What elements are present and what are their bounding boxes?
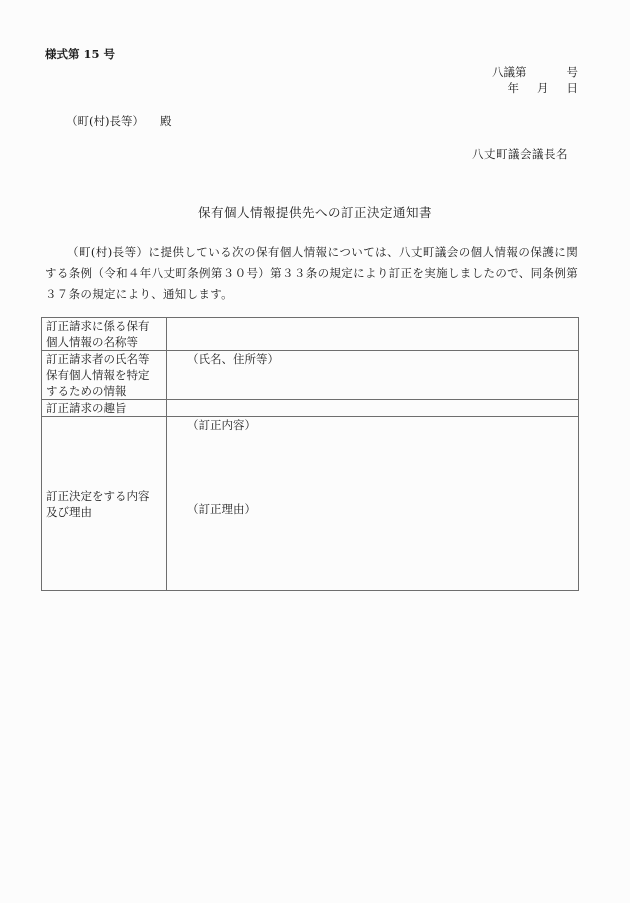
row-value-field[interactable]	[167, 417, 579, 591]
row-label	[42, 318, 167, 351]
label-line: 及び理由	[46, 504, 92, 519]
reference-prefix: 八議第	[492, 65, 527, 79]
form-number: 様式第 15 号	[45, 47, 116, 61]
row-value-field[interactable]	[167, 318, 579, 351]
table-row-purpose	[42, 400, 579, 417]
correction-content-label: （訂正内容）	[187, 418, 256, 432]
document-title: 保有個人情報提供先への訂正決定通知書	[197, 205, 432, 220]
label-line: 訂正決定をする内容	[46, 488, 150, 503]
label-line: 訂正請求者の氏名等	[46, 352, 150, 366]
requester-placeholder: （氏名、住所等）	[187, 352, 279, 366]
recipient-name: （町(村)長等）	[66, 114, 144, 128]
label-line: 訂正請求に係る保有	[46, 319, 150, 333]
notice-table	[41, 317, 579, 591]
date-day: 日	[566, 81, 578, 95]
recipient-honorific: 殿	[159, 114, 172, 128]
row-value-field[interactable]	[167, 351, 579, 400]
table-row-info-name	[42, 318, 579, 351]
row-label	[42, 400, 167, 417]
table-row-decision	[42, 417, 579, 591]
label-line: 保有個人情報を特定	[46, 368, 150, 382]
body-paragraph: （町(村)長等）に提供している次の保有個人情報については、八丈町議会の個人情報の保護に関する条例（令和４年八丈町条例第３０号）第３３条の規定により訂正を実施しましたので、同条例第３７条の規定により、通知します。	[45, 245, 578, 301]
label-line: 個人情報の名称等	[46, 335, 138, 349]
reference-suffix: 号	[566, 65, 578, 79]
row-label	[42, 351, 167, 400]
label-line: 訂正請求の趣旨	[46, 401, 127, 415]
sender-name: 八丈町議会議長名	[472, 147, 568, 161]
date-month: 月	[537, 81, 549, 95]
label-line: するための情報	[46, 384, 127, 398]
correction-reason-label: （訂正理由）	[187, 502, 256, 516]
reference-number	[492, 64, 578, 80]
date-line	[508, 80, 579, 96]
date-year: 年	[507, 81, 519, 95]
row-value-field[interactable]	[167, 400, 579, 417]
recipient	[66, 113, 171, 129]
row-label	[42, 417, 167, 591]
table-row-requester	[42, 351, 579, 400]
